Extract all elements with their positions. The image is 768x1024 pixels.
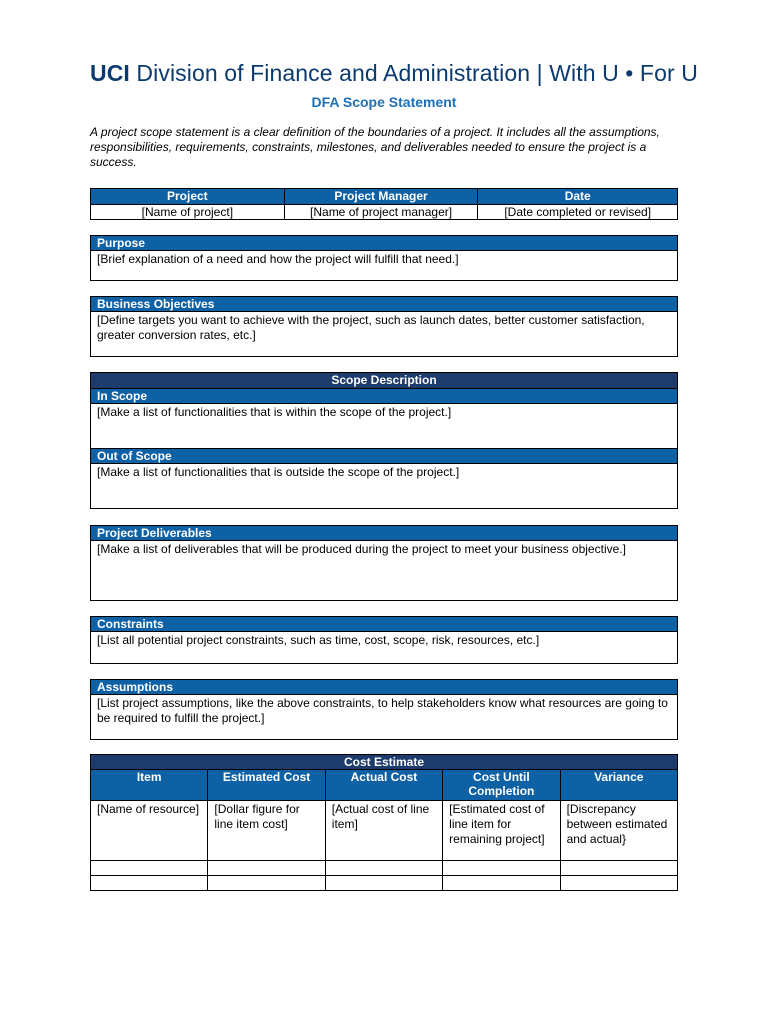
empty-cell [325,861,442,876]
assumptions-label: Assumptions [91,680,678,695]
cost-until-completion-cell: [Estimated cost of line item for remaining project] [443,801,560,861]
business-objectives-label: Business Objectives [91,297,678,312]
cost-until-completion-header: Cost Until Completion [443,770,560,801]
project-manager-cell: [Name of project manager] [284,205,478,220]
empty-cell [208,876,325,891]
purpose-table [90,235,678,281]
estimated-cost-header: Estimated Cost [208,770,325,801]
project-name-cell: [Name of project] [91,205,285,220]
constraints-text: [List all potential project constraints, such as time, cost, scope, risk, resources, etc.] [91,632,678,664]
business-objectives-text: [Define targets you want to achieve with the project, such as launch dates, better customer satisfaction, greater conversion rates, etc.] [91,312,678,357]
assumptions-table [90,679,678,740]
division-name: Division of Finance and Administration | With U • For U [136,60,698,86]
uci-wordmark: UCI [90,60,130,86]
deliverables-label: Project Deliverables [91,526,678,541]
in-scope-text: [Make a list of functionalities that is within the scope of the project.] [91,404,678,449]
empty-cell [325,876,442,891]
date-header: Date [478,189,678,205]
estimated-cost-cell: [Dollar figure for line item cost] [208,801,325,861]
variance-cell: [Discrepancy between estimated and actual} [560,801,677,861]
date-cell: [Date completed or revised] [478,205,678,220]
empty-cell [91,861,208,876]
project-info-table [90,188,678,220]
cost-estimate-label: Cost Estimate [91,755,678,770]
purpose-label: Purpose [91,236,678,251]
item-header: Item [91,770,208,801]
empty-cell [560,876,677,891]
constraints-label: Constraints [91,617,678,632]
scope-description-label: Scope Description [91,373,678,389]
empty-cell [208,861,325,876]
out-of-scope-text: [Make a list of functionalities that is outside the scope of the project.] [91,464,678,509]
deliverables-text: [Make a list of deliverables that will be produced during the project to meet your business objective.] [91,541,678,601]
assumptions-text: [List project assumptions, like the above constraints, to help stakeholders know what resources are going to be required to fulfill the project.] [91,695,678,740]
empty-cell [443,861,560,876]
empty-cell [560,861,677,876]
item-cell: [Name of resource] [91,801,208,861]
scope-description-table [90,372,678,509]
deliverables-table [90,525,678,601]
purpose-text: [Brief explanation of a need and how the project will fulfill that need.] [91,251,678,281]
in-scope-label: In Scope [91,389,678,404]
empty-cell [91,876,208,891]
actual-cost-cell: [Actual cost of line item] [325,801,442,861]
cost-estimate-table [90,754,678,891]
variance-header: Variance [560,770,677,801]
actual-cost-header: Actual Cost [325,770,442,801]
table-row [91,861,678,876]
division-logo [90,60,698,87]
empty-cell [443,876,560,891]
project-manager-header: Project Manager [284,189,478,205]
table-row [91,876,678,891]
out-of-scope-label: Out of Scope [91,449,678,464]
business-objectives-table [90,296,678,357]
page-title: DFA Scope Statement [311,94,457,110]
intro-paragraph: A project scope statement is a clear definition of the boundaries of a project. It includes all the assumptions, responsibilities, requirements, constraints, milestones, and deliverables needed to ensure the project is a success. [90,125,660,169]
constraints-table [90,616,678,664]
project-header: Project [91,189,285,205]
